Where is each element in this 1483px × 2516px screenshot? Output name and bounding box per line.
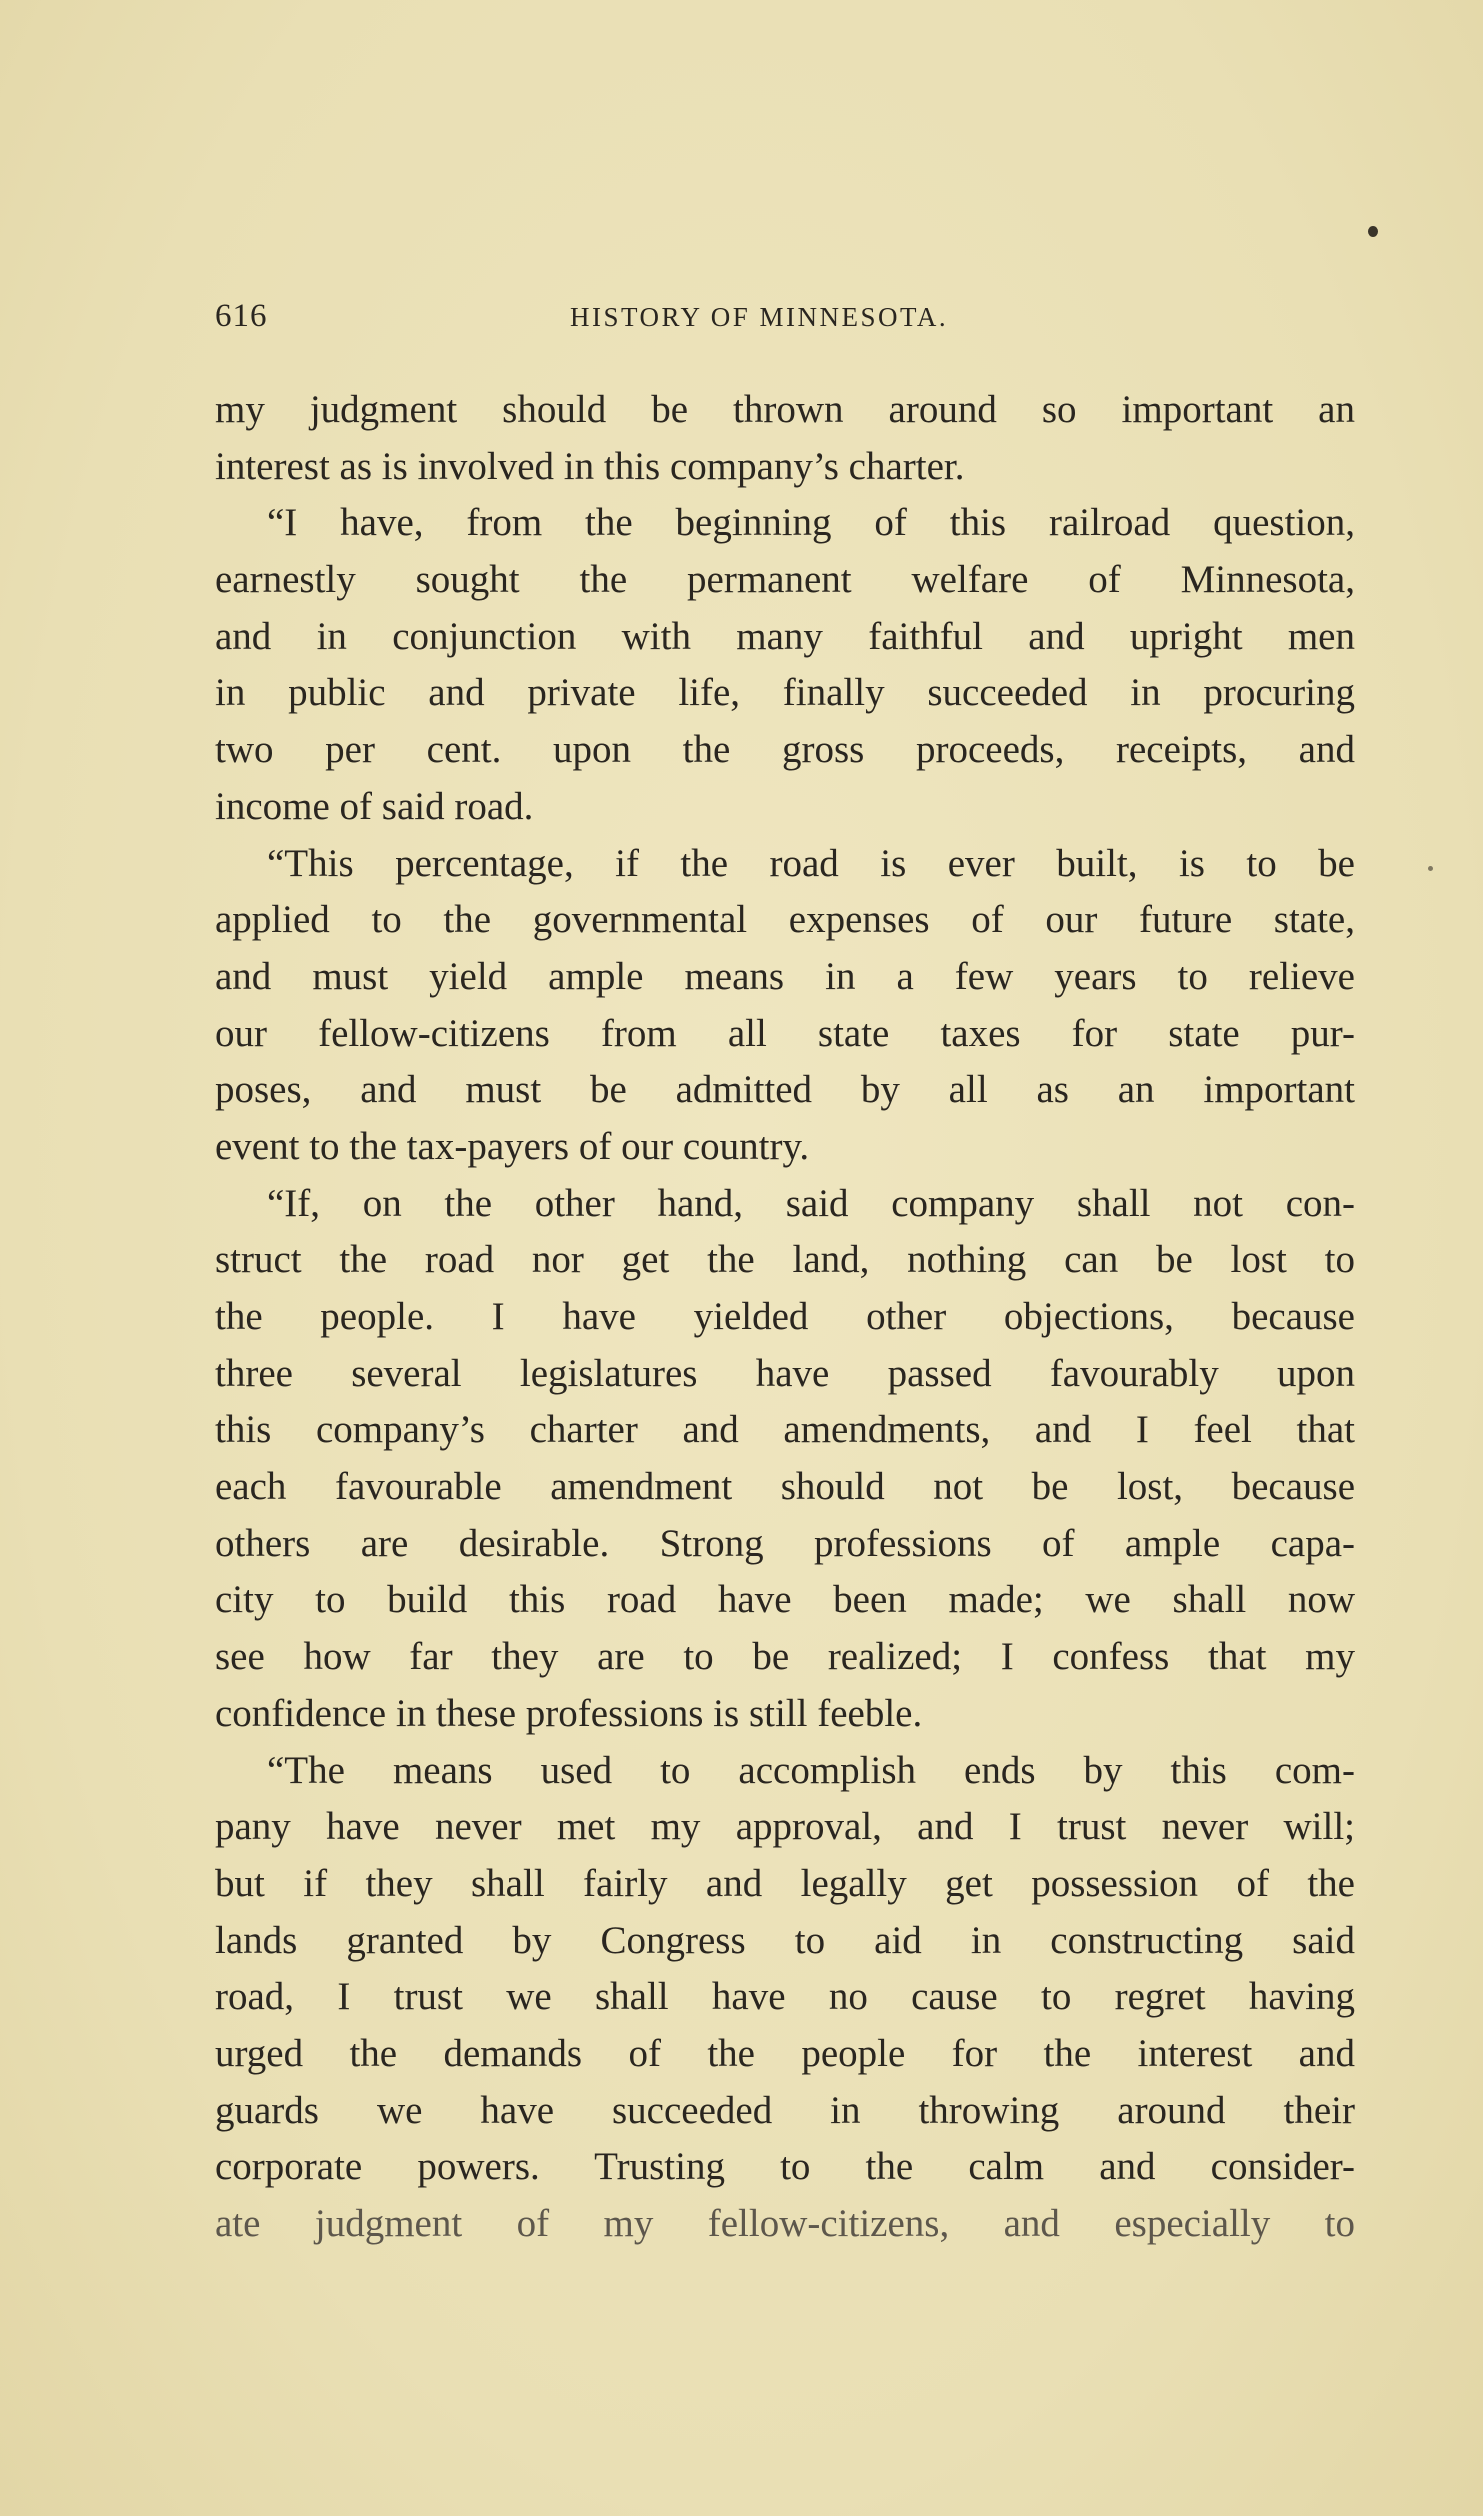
ink-speck [1428, 866, 1433, 871]
text-line: this company’s charter and amendments, and I feel that [215, 1408, 1355, 1452]
text-line: struct the road nor get the land, nothing can be lost to [215, 1238, 1355, 1282]
text-line: two per cent. upon the gross proceeds, receipts, and [215, 728, 1355, 772]
text-line: confidence in these professions is still feeble. [215, 1691, 923, 1735]
text-line: city to build this road have been made; we shall now [215, 1578, 1355, 1622]
text-line: urged the demands of the people for the interest and [215, 2031, 1355, 2075]
running-title: HISTORY OF MINNESOTA. [570, 302, 949, 332]
body-text [215, 382, 1355, 2253]
text-line: income of said road. [215, 784, 534, 828]
text-line: “I have, from the beginning of this railroad question, [267, 501, 1355, 545]
text-line: lands granted by Congress to aid in constructing said [215, 1918, 1355, 1962]
text-line: see how far they are to be realized; I confess that my [215, 1635, 1355, 1679]
text-line: and in conjunction with many faithful and upright men [215, 614, 1355, 658]
text-line: our fellow-citizens from all state taxes for state pur- [215, 1011, 1355, 1055]
text-line: corporate powers. Trusting to the calm and consider- [215, 2145, 1355, 2189]
text-line: each favourable amendment should not be lost, because [215, 1465, 1355, 1509]
text-line: applied to the governmental expenses of our future state, [215, 898, 1355, 942]
page-header [215, 298, 1370, 344]
text-line: others are desirable. Strong professions of ample capa- [215, 1521, 1355, 1565]
ink-speck [1368, 226, 1378, 237]
text-line: earnestly sought the permanent welfare of Minnesota, [215, 558, 1355, 602]
text-line: and must yield ample means in a few years to relieve [215, 954, 1355, 998]
text-line: event to the tax-payers of our country. [215, 1124, 810, 1168]
text-line: “If, on the other hand, said company shall not con- [267, 1181, 1355, 1225]
text-line: poses, and must be admitted by all as an important [215, 1068, 1355, 1112]
text-line: “This percentage, if the road is ever built, is to be [267, 841, 1355, 885]
text-line: guards we have succeeded in throwing around their [215, 2088, 1355, 2132]
text-line: but if they shall fairly and legally get possession of the [215, 1861, 1355, 1905]
text-line: pany have never met my approval, and I trust never will; [215, 1805, 1355, 1849]
text-line: in public and private life, finally succeeded in procuring [215, 671, 1355, 715]
text-line: interest as is involved in this company’s charter. [215, 444, 965, 488]
text-line: the people. I have yielded other objections, because [215, 1295, 1355, 1338]
text-line: my judgment should be thrown around so important an [215, 388, 1355, 431]
text-line: road, I trust we shall have no cause to regret having [215, 1975, 1355, 2019]
page-number: 616 [215, 298, 268, 334]
text-line: three several legislatures have passed favourably upon [215, 1351, 1355, 1395]
text-line: ate judgment of my fellow-citizens, and especially to [215, 2202, 1355, 2245]
text-line: “The means used to accomplish ends by this com- [267, 1748, 1355, 1792]
